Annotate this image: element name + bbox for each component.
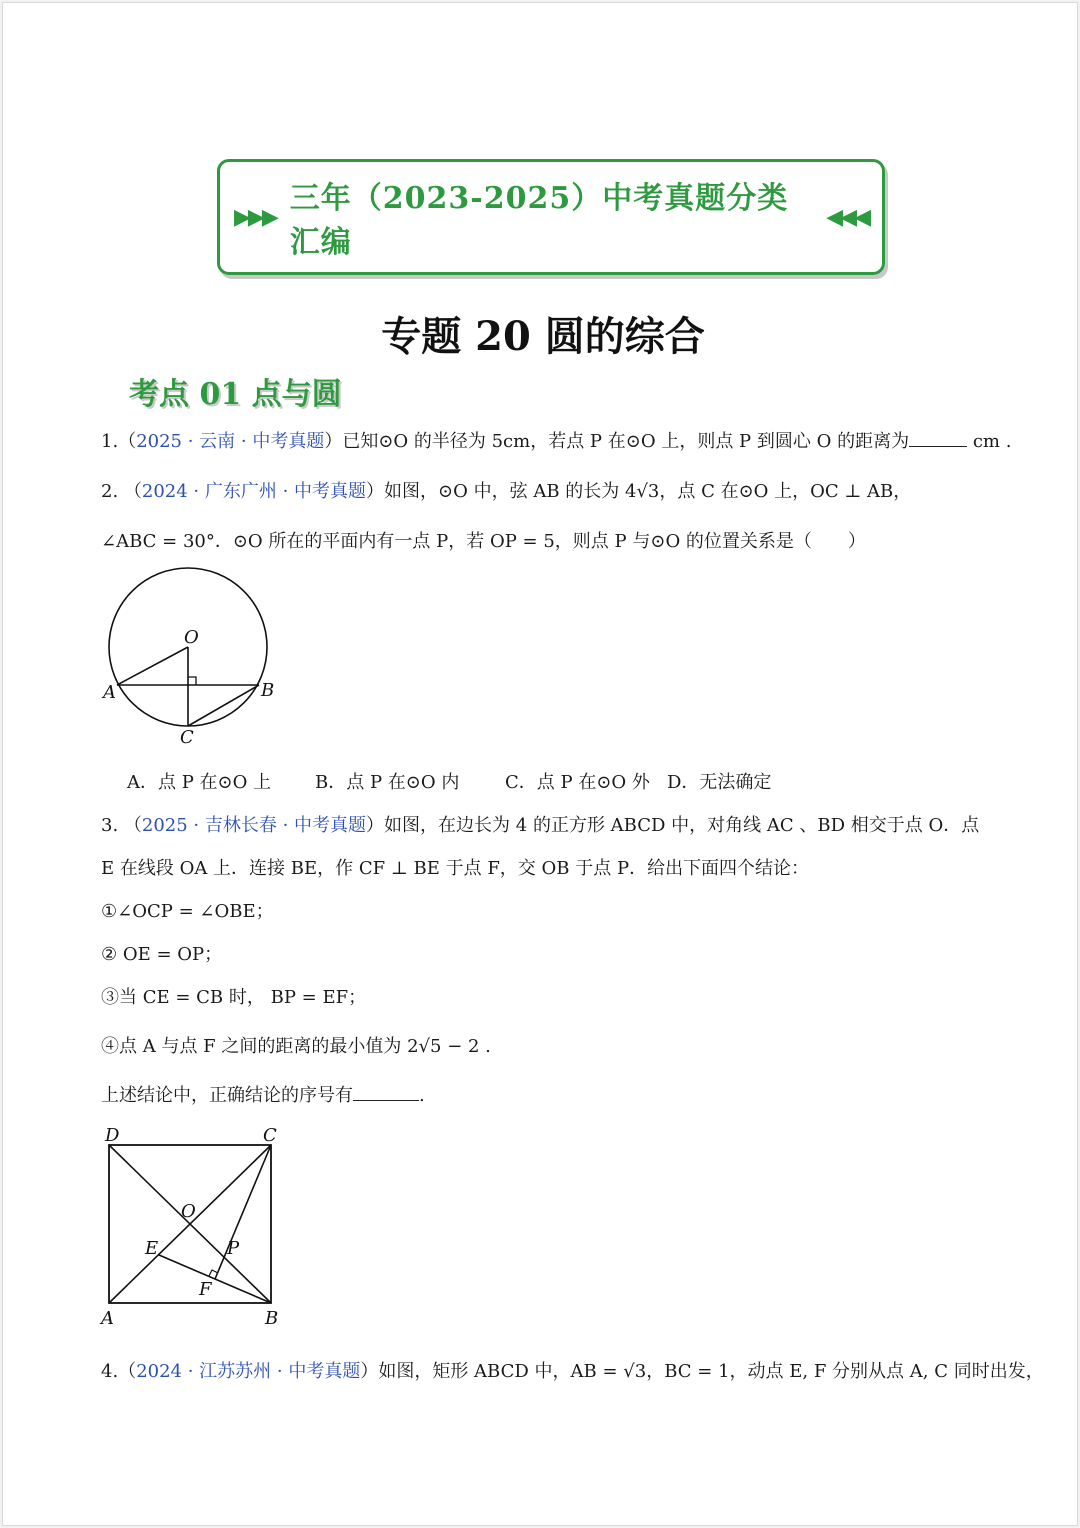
label-b: B (265, 1308, 279, 1329)
question-3 (101, 811, 979, 837)
label-b: B (261, 680, 275, 701)
q1-tail: cm . (972, 431, 1012, 452)
q1-number: 1.（ (101, 431, 137, 452)
banner-text: 三年（2023-2025）中考真题分类汇编 (289, 181, 789, 260)
q4-number: 4.（ (101, 1361, 137, 1382)
label-c: C (180, 727, 194, 748)
q3-ask-tail: . (419, 1085, 425, 1106)
q3-square-figure (97, 1121, 297, 1333)
q3-text: ）如图，在边长为 4 的正方形 ABCD 中，对角线 AC 、BD 相交于点 O．点 (366, 815, 980, 836)
question-4 (101, 1357, 1044, 1383)
q3-conclusion-3: ③当 CE = CB 时， BP = EF； (101, 987, 367, 1008)
label-p: P (227, 1238, 240, 1259)
banner-arrow-left-icon: ▶▶▶ (234, 204, 276, 230)
q3-conclusion-4: ④点 A 与点 F 之间的距离的最小值为 2√5 − 2 . (101, 1036, 491, 1057)
q2-text: ）如图，⊙O 中，弦 AB 的长为 4√3，点 C 在⊙O 上，OC ⊥ AB， (366, 481, 912, 502)
q3-conclusion-1: ①∠OCP = ∠OBE； (101, 901, 274, 922)
q2-line-2: ∠ABC = 30°．⊙O 所在的平面内有一点 P，若 OP = 5，则点 P 与⊙O 的位置关系是（ ） (101, 531, 866, 552)
q1-text: ）已知⊙O 的半径为 5cm，若点 P 在⊙O 上，则点 P 到圆心 O 的距离为 (324, 431, 910, 452)
segment-cf (215, 1145, 271, 1279)
section-heading: 考点 01 点与圆 (129, 377, 342, 412)
label-d: D (105, 1125, 120, 1146)
q4-text: ）如图，矩形 ABCD 中，AB = √3，BC = 1，动点 E, F 分别从点 A, C 同时出发， (360, 1361, 1044, 1382)
question-1 (101, 427, 1011, 453)
q4-source: 2024 · 江苏苏州 · 中考真题 (136, 1361, 361, 1382)
label-f: F (199, 1279, 212, 1300)
q3-number: 3. （ (101, 815, 142, 836)
q1-answer-blank (909, 430, 967, 447)
q3-ask (101, 1081, 425, 1107)
label-a: A (103, 682, 116, 703)
series-banner (217, 159, 885, 275)
label-o: O (184, 627, 199, 648)
q3-source: 2025 · 吉林长春 · 中考真题 (141, 815, 367, 836)
banner-arrow-right-icon: ◀◀◀ (826, 204, 868, 230)
label-e: E (145, 1238, 159, 1259)
q2-option-d: D．无法确定 (667, 772, 772, 793)
q2-option-b: B．点 P 在⊙O 内 (315, 772, 460, 793)
label-c: C (263, 1125, 277, 1146)
right-angle-mark (188, 677, 196, 685)
q2-option-a: A．点 P 在⊙O 上 (127, 772, 272, 793)
q2-source: 2024 · 广东广州 · 中考真题 (141, 481, 367, 502)
label-a: A (101, 1308, 114, 1329)
segment-ao (117, 647, 188, 685)
q1-source: 2025 · 云南 · 中考真题 (136, 431, 325, 452)
q3-conclusion-2: ② OE = OP； (101, 944, 223, 965)
question-2 (101, 477, 911, 503)
label-o: O (181, 1201, 196, 1222)
q2-circle-figure (99, 563, 289, 753)
q2-number: 2. （ (101, 481, 142, 502)
q2-option-c: C．点 P 在⊙O 外 (505, 772, 650, 793)
page (2, 2, 1078, 1526)
q3-line-2: E 在线段 OA 上．连接 BE，作 CF ⊥ BE 于点 F，交 OB 于点 P．给出下面四个结论： (101, 858, 810, 879)
q3-ask-text: 上述结论中，正确结论的序号有 (101, 1085, 353, 1106)
q3-answer-blank (353, 1084, 419, 1101)
page-title: 专题 20 圆的综合 (381, 313, 705, 360)
segment-bc (188, 685, 259, 726)
